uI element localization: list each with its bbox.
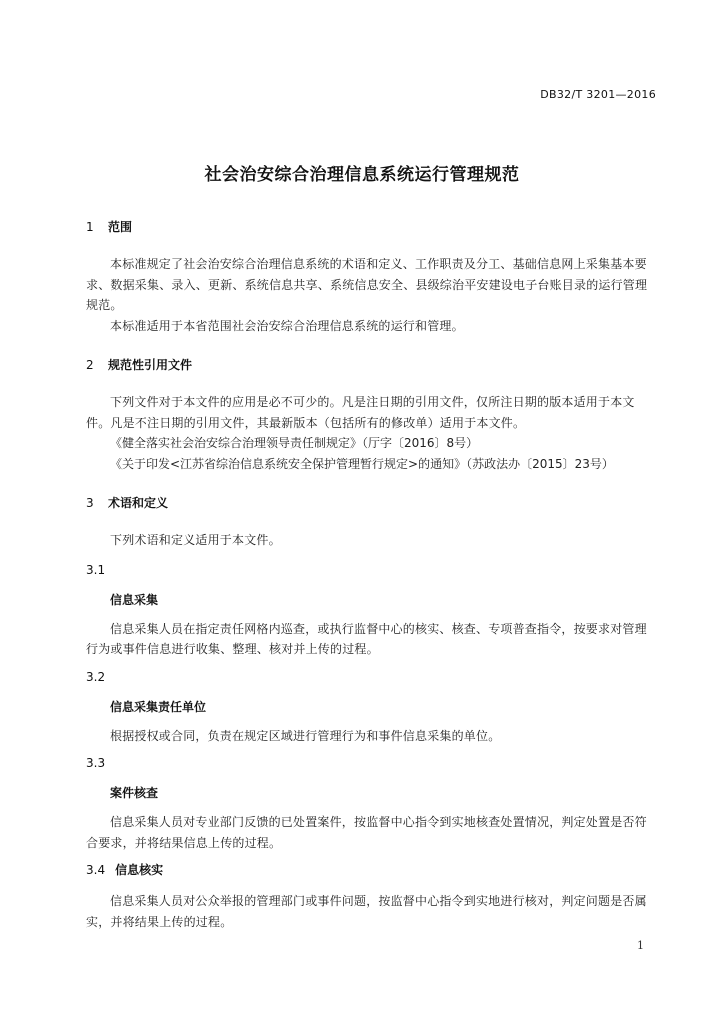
subsection-heading xyxy=(86,861,658,879)
term-name: 信息采集责任单位 xyxy=(110,699,207,714)
document-body xyxy=(86,218,658,932)
section-title: 范围 xyxy=(108,220,133,234)
term-definition: 信息采集人员对公众举报的管理部门或事件问题，按监督中心指令到实地进行核对，判定问题是否属实，并将结果上传的过程。 xyxy=(86,894,647,929)
term-definition: 信息采集人员对专业部门反馈的已处置案件，按监督中心指令到实地核查处置情况，判定处置是否符合要求，并将结果信息上传的过程。 xyxy=(86,815,647,850)
paragraph: 下列术语和定义适用于本文件。 xyxy=(110,533,281,547)
subsection-number: 3.4 xyxy=(86,863,106,877)
reference-item: 《健全落实社会治安综合治理领导责任制规定》（厅字〔2016〕8号） xyxy=(110,436,479,450)
subsection-number: 3.3 xyxy=(86,756,106,770)
reference-item: 《关于印发<江苏省综治信息系统安全保护管理暂行规定>的通知》（苏政法办〔2015〕23号） xyxy=(110,456,614,471)
section-number: 1 xyxy=(86,220,94,234)
subsection-number: 3.1 xyxy=(86,562,106,577)
term-name: 案件核查 xyxy=(110,786,159,800)
section-number: 3 xyxy=(86,496,94,510)
section-heading-1 xyxy=(86,218,658,236)
document-title: 社会治安综合治理信息系统运行管理规范 xyxy=(204,165,520,185)
paragraph: 本标准适用于本省范围社会治安综合治理信息系统的运行和管理。 xyxy=(110,318,464,333)
paragraph: 下列文件对于本文件的应用是必不可少的。凡是注日期的引用文件，仅所注日期的版本适用于本文件。凡是不注日期的引用文件，其最新版本（包括所有的修改单）适用于本文件。 xyxy=(86,395,635,430)
page-number: 1 xyxy=(637,939,644,952)
section-title: 术语和定义 xyxy=(108,496,169,510)
section-heading-3 xyxy=(86,494,658,512)
section-title: 规范性引用文件 xyxy=(108,358,193,372)
subsection-number: 3.2 xyxy=(86,669,106,684)
standard-code: DB32/T 3201—2016 xyxy=(540,88,656,101)
section-heading-2 xyxy=(86,356,658,374)
paragraph: 本标准规定了社会治安综合治理信息系统的术语和定义、工作职责及分工、基础信息网上采集基本要求、数据采集、录入、更新、系统信息共享、系统信息安全、县级综治平安建设电子台账目录的运行管理规范。 xyxy=(86,257,648,312)
term-definition: 根据授权或合同，负责在规定区域进行管理行为和事件信息采集的单位。 xyxy=(110,728,501,743)
term-name: 信息采集 xyxy=(110,592,159,607)
term-definition: 信息采集人员在指定责任网格内巡查，或执行监督中心的核实、核查、专项普查指令，按要求对管理行为或事件信息进行收集、整理、核对并上传的过程。 xyxy=(86,621,647,656)
section-number: 2 xyxy=(86,358,94,372)
term-name: 信息核实 xyxy=(115,863,164,877)
